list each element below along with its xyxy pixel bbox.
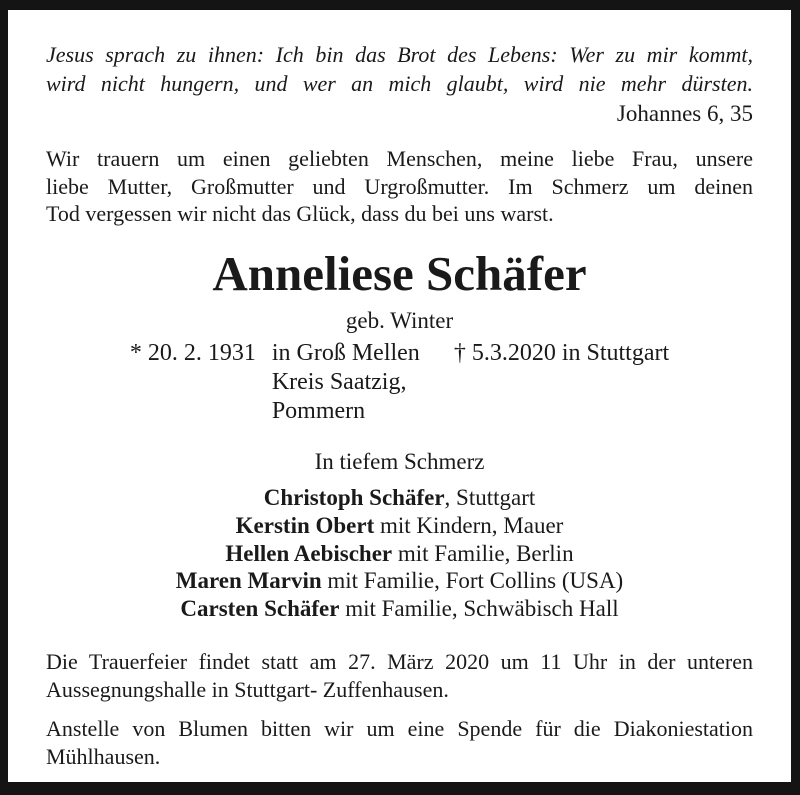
mourner-detail: , Stuttgart (444, 485, 536, 511)
mourner-name: Carsten Schäfer (180, 595, 340, 621)
quote-line: wird nicht hungern, und wer an mich glaubt, wird nie mehr dürsten. (46, 70, 753, 96)
mourner-name: Christoph Schäfer (263, 485, 445, 511)
mourners-list (46, 484, 753, 622)
mourner-name: Hellen Aebischer (225, 540, 393, 566)
intro-line: liebe Mutter, Großmutter und Urgroßmutter. Im Schmerz um deinen (46, 173, 753, 199)
mourner-row (46, 512, 753, 540)
mourner-detail: mit Kindern, Mauer (374, 513, 564, 538)
quote-line: Jesus sprach zu ihnen: Ich bin das Brot des Lebens: Wer zu mir kommt, (46, 42, 753, 67)
vital-dates (46, 339, 753, 425)
mourner-row (46, 567, 753, 595)
maiden-name: geb. Winter (345, 308, 454, 334)
mourner-name: Maren Marvin (175, 568, 322, 594)
birth-place-line: Pommern (271, 397, 366, 424)
intro-line: Tod vergessen wir nicht das Glück, dass du bei uns warst. (46, 201, 554, 227)
mourner-row (46, 595, 753, 623)
deceased-name: Anneliese Schäfer (212, 245, 587, 301)
birth-place (272, 339, 420, 425)
funeral-line: Die Trauerfeier findet statt am 27. März 2020 um 11 Uhr in der unteren (46, 649, 753, 675)
birth-place-line: in Groß Mellen (271, 340, 420, 367)
mourner-detail: mit Familie, Berlin (392, 540, 574, 566)
mourner-name: Kerstin Obert (235, 513, 375, 538)
mourner-row (46, 484, 753, 512)
birth-place-line: Kreis Saatzig, (271, 368, 407, 395)
quote-reference: Johannes 6, 35 (616, 101, 753, 127)
donation-line: Anstelle von Blumen bitten wir um eine Spende für die Diakoniestation (46, 716, 753, 742)
donation-line: Mühlhausen. (46, 743, 161, 769)
mourner-detail: mit Familie, Fort Collins (USA) (321, 568, 624, 594)
funeral-info (46, 648, 753, 703)
donation-info (46, 715, 753, 770)
mourning-header: In tiefem Schmerz (314, 449, 485, 475)
funeral-line: Aussegnungshalle in Stuttgart- Zuffenhausen. (46, 676, 449, 702)
mourner-detail: mit Familie, Schwäbisch Hall (339, 595, 619, 621)
intro-paragraph (46, 145, 753, 228)
mourner-row (46, 540, 753, 568)
intro-line: Wir trauern um einen geliebten Menschen, meine liebe Frau, unsere (46, 146, 753, 172)
death-info: † 5.3.2020 in Stuttgart (453, 340, 670, 367)
bible-quote (46, 41, 753, 129)
birth-date: * 20. 2. 1931 (129, 340, 256, 367)
